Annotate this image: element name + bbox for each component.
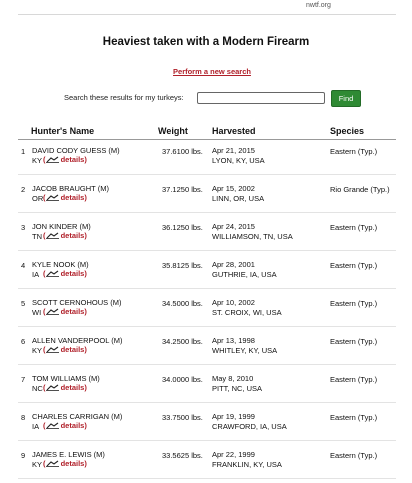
hunter-name: DAVID CODY GUESS (M) bbox=[32, 146, 120, 155]
species-value: Eastern (Typ.) bbox=[330, 337, 378, 346]
species-value: Eastern (Typ.) bbox=[330, 261, 378, 270]
turkey-icon bbox=[46, 308, 59, 315]
hunter-state: KY bbox=[32, 156, 43, 165]
hunter-state: KY bbox=[32, 460, 43, 469]
harvest-date: May 8, 2010 bbox=[212, 374, 254, 383]
hunter-state: OR bbox=[32, 194, 44, 203]
hunter-name: JAMES E. LEWIS (M) bbox=[32, 450, 105, 459]
details-link[interactable]: ( details) bbox=[43, 307, 87, 316]
hunter-state: NC bbox=[32, 384, 43, 393]
table-row bbox=[0, 141, 412, 179]
row-divider bbox=[18, 402, 396, 403]
column-header-harvested: Harvested bbox=[212, 126, 256, 136]
harvest-date: Apr 13, 1998 bbox=[212, 336, 255, 345]
weight-value: 37.6100 lbs. bbox=[162, 147, 203, 156]
weight-value: 35.8125 lbs. bbox=[162, 261, 203, 270]
details-link[interactable]: ( details) bbox=[43, 269, 87, 278]
row-divider bbox=[18, 174, 396, 175]
row-divider bbox=[18, 440, 396, 441]
hunter-name: KYLE NOOK (M) bbox=[32, 260, 89, 269]
column-header-hunter: Hunter's Name bbox=[31, 126, 95, 136]
table-row bbox=[0, 369, 412, 407]
rank-number: 8 bbox=[21, 413, 26, 422]
rank-number: 7 bbox=[21, 375, 26, 384]
hunter-state: WI bbox=[32, 308, 42, 317]
harvest-date: Apr 28, 2001 bbox=[212, 260, 255, 269]
new-search-link[interactable]: Perform a new search bbox=[173, 67, 251, 76]
top-divider bbox=[18, 14, 396, 15]
hunter-name: CHARLES CARRIGAN (M) bbox=[32, 412, 123, 421]
turkey-icon bbox=[46, 422, 59, 429]
details-label: details bbox=[60, 193, 85, 202]
turkey-icon bbox=[46, 346, 59, 353]
weight-value: 34.2500 lbs. bbox=[162, 337, 203, 346]
hunter-name: JON KINDER (M) bbox=[32, 222, 91, 231]
harvest-location: GUTHRIE, IA, USA bbox=[212, 270, 277, 279]
table-row bbox=[0, 331, 412, 369]
weight-value: 36.1250 lbs. bbox=[162, 223, 203, 232]
details-label: details bbox=[60, 383, 85, 392]
harvest-location: WHITLEY, KY, USA bbox=[212, 346, 278, 355]
hunter-name: TOM WILLIAMS (M) bbox=[32, 374, 100, 383]
top-bar bbox=[0, 0, 412, 14]
table-row bbox=[0, 217, 412, 255]
details-label: details bbox=[60, 269, 85, 278]
harvest-date: Apr 10, 2002 bbox=[212, 298, 255, 307]
table-row bbox=[0, 179, 412, 217]
weight-value: 34.0000 lbs. bbox=[162, 375, 203, 384]
rank-number: 1 bbox=[21, 147, 26, 156]
site-domain: nwtf.org bbox=[306, 2, 331, 9]
harvest-location: WILLIAMSON, TN, USA bbox=[212, 232, 293, 241]
harvest-location: LINN, OR, USA bbox=[212, 194, 265, 203]
row-divider bbox=[18, 288, 396, 289]
header-divider bbox=[18, 139, 396, 140]
row-divider bbox=[18, 364, 396, 365]
species-value: Eastern (Typ.) bbox=[330, 223, 378, 232]
hunter-state: KY bbox=[32, 346, 43, 355]
species-value: Eastern (Typ.) bbox=[330, 299, 378, 308]
search-input[interactable] bbox=[197, 92, 325, 104]
hunter-state: IA bbox=[32, 270, 40, 279]
details-label: details bbox=[60, 231, 85, 240]
weight-value: 34.5000 lbs. bbox=[162, 299, 203, 308]
rank-number: 3 bbox=[21, 223, 26, 232]
details-label: details bbox=[60, 155, 85, 164]
species-value: Rio Grande (Typ.) bbox=[330, 185, 390, 194]
row-divider bbox=[18, 212, 396, 213]
harvest-location: CRAWFORD, IA, USA bbox=[212, 422, 287, 431]
row-divider bbox=[18, 250, 396, 251]
turkey-icon bbox=[46, 460, 59, 467]
row-divider bbox=[18, 478, 396, 479]
harvest-date: Apr 24, 2015 bbox=[212, 222, 255, 231]
harvest-date: Apr 15, 2002 bbox=[212, 184, 255, 193]
details-link[interactable]: ( details) bbox=[43, 231, 87, 240]
table-row bbox=[0, 293, 412, 331]
search-label: Search these results for my turkeys: bbox=[64, 93, 184, 102]
harvest-date: Apr 19, 1999 bbox=[212, 412, 255, 421]
details-link[interactable]: ( details) bbox=[43, 459, 87, 468]
harvest-location: LYON, KY, USA bbox=[212, 156, 265, 165]
harvest-location: PITT, NC, USA bbox=[212, 384, 263, 393]
hunter-name: ALLEN VANDERPOOL (M) bbox=[32, 336, 123, 345]
hunter-state: IA bbox=[32, 422, 40, 431]
details-link[interactable]: ( details) bbox=[43, 155, 87, 164]
details-link[interactable]: ( details) bbox=[43, 345, 87, 354]
column-header-species: Species bbox=[330, 126, 365, 136]
column-header-weight: Weight bbox=[158, 126, 188, 136]
turkey-icon bbox=[46, 270, 59, 277]
weight-value: 37.1250 lbs. bbox=[162, 185, 203, 194]
turkey-icon bbox=[46, 232, 59, 239]
rank-number: 6 bbox=[21, 337, 26, 346]
turkey-icon bbox=[46, 194, 59, 201]
find-button[interactable]: Find bbox=[331, 90, 361, 107]
details-link[interactable]: ( details) bbox=[43, 193, 87, 202]
weight-value: 33.7500 lbs. bbox=[162, 413, 203, 422]
details-link[interactable]: ( details) bbox=[43, 421, 87, 430]
turkey-icon bbox=[46, 384, 59, 391]
species-value: Eastern (Typ.) bbox=[330, 147, 378, 156]
hunter-name: JACOB BRAUGHT (M) bbox=[32, 184, 109, 193]
species-value: Eastern (Typ.) bbox=[330, 413, 378, 422]
harvest-location: ST. CROIX, WI, USA bbox=[212, 308, 282, 317]
table-row bbox=[0, 255, 412, 293]
harvest-date: Apr 21, 2015 bbox=[212, 146, 255, 155]
details-label: details bbox=[60, 307, 85, 316]
turkey-icon bbox=[46, 156, 59, 163]
hunter-name: SCOTT CERNOHOUS (M) bbox=[32, 298, 122, 307]
page-title: Heaviest taken with a Modern Firearm bbox=[102, 36, 310, 48]
details-link[interactable]: ( details) bbox=[43, 383, 87, 392]
rank-number: 4 bbox=[21, 261, 26, 270]
details-label: details bbox=[60, 345, 85, 354]
harvest-date: Apr 22, 1999 bbox=[212, 450, 255, 459]
species-value: Eastern (Typ.) bbox=[330, 451, 378, 460]
harvest-location: FRANKLIN, KY, USA bbox=[212, 460, 282, 469]
details-label: details bbox=[60, 459, 85, 468]
weight-value: 33.5625 lbs. bbox=[162, 451, 203, 460]
table-row bbox=[0, 407, 412, 445]
hunter-state: TN bbox=[32, 232, 42, 241]
rank-number: 2 bbox=[21, 185, 26, 194]
details-label: details bbox=[60, 421, 85, 430]
species-value: Eastern (Typ.) bbox=[330, 375, 378, 384]
row-divider bbox=[18, 326, 396, 327]
rank-number: 5 bbox=[21, 299, 26, 308]
table-row bbox=[0, 445, 412, 483]
rank-number: 9 bbox=[21, 451, 26, 460]
